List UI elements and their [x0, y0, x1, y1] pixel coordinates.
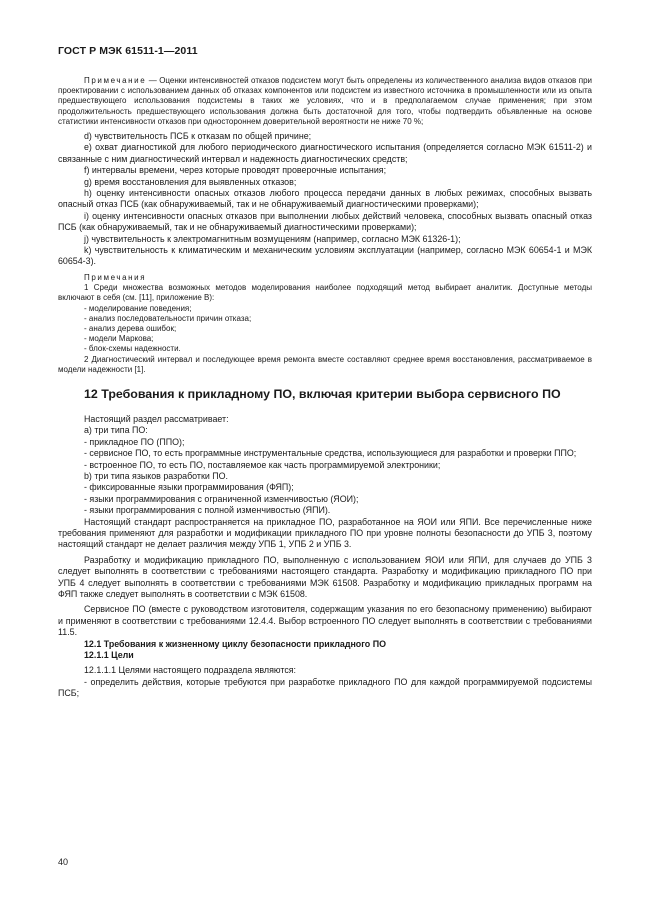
note-paragraph — [58, 76, 592, 127]
list-item-i: i) оценку интенсивности опасных отказов при выполнении любых действий человека, способных вызвать опасный отказ ПСБ (как обнаруживаемый, так и не обнаруживаемый диагностическими проверками); — [58, 210, 592, 233]
section-intro: Настоящий раздел рассматривает: — [84, 413, 229, 424]
scope-paragraph: Настоящий стандарт распространяется на прикладное ПО, разработанное на ЯОИ или ЯПИ. Все перечисленные ниже требования применяют для разработки и модификации прикладного ПО при уровне полноты безопасности до УПБ 3, поэтому настоящий стандарт не делает различия между УПБ 1, УПБ 2 и УПБ 3. — [58, 516, 592, 550]
document-header: ГОСТ Р МЭК 61511-1—2011 — [58, 45, 198, 57]
service-software-paragraph: Сервисное ПО (вместе с руководством изготовителя, содержащим указания по его безопасному применению) выбирают и применяют в соответствии с требованиями 12.4.4. Выбор встроенного ПО следует выполнять в соответствии с требованиями 11.5. — [58, 604, 592, 638]
software-type-3: - встроенное ПО, то есть ПО, поставляемое как часть программируемой электроники; — [84, 459, 441, 470]
section-12-title: 12 Требования к прикладному ПО, включая критерии выбора сервисного ПО — [84, 386, 561, 401]
list-item-a: а) три типа ПО: — [84, 425, 148, 436]
language-type-2: - языки программирования с ограниченной изменчивостью (ЯОИ); — [84, 493, 359, 504]
development-paragraph: Разработку и модификацию прикладного ПО, выполненную с использованием ЯОИ или ЯПИ, для случаев до УПБ 3 следует выполнять в соответствии с требованиями настоящего стандарта. Разработку и модификацию прикладного ПО при УПБ 4 следует выполнять в соответствии с требованиями МЭК 61508. Разработку и модификацию прикладных программ на ФЯП также следует выполнять в соответствии с МЭК 61508. — [58, 554, 592, 600]
objective-item: - определить действия, которые требуются при разработке прикладного ПО для каждой программируемой подсистемы ПСБ; — [58, 676, 592, 699]
list-item-f: f) интервалы времени, через которые проводят проверочные испытания; — [84, 165, 387, 176]
list-item-j: j) чувствительность к электромагнитным возмущениям (например, согласно МЭК 61326-1); — [84, 233, 461, 244]
note-label: Примечание — [84, 76, 147, 85]
page-number: 40 — [58, 857, 69, 867]
software-type-1: - прикладное ПО (ППО); — [84, 436, 185, 447]
note-dash-item: - анализ дерева ошибок; — [84, 323, 177, 333]
note-dash-item: - блок-схемы надежности. — [84, 344, 181, 354]
subsection-12-1-title: 12.1 Требования к жизненному циклу безопасности прикладного ПО — [84, 638, 386, 649]
note-1: 1 Среди множества возможных методов моделирования наиболее подходящий метод выбирает аналитик. Доступные методы включают в себя (см. [11], приложение В): — [58, 283, 592, 303]
objectives-paragraph: 12.1.1.1 Целями настоящего подраздела являются: — [84, 665, 297, 676]
subsection-12-1-1-title: 12.1.1 Цели — [84, 650, 134, 661]
software-type-2: - сервисное ПО, то есть программные инструментальные средства, использующиеся для разработки и проверки ППО; — [84, 448, 577, 459]
note-dash-item: - моделирование поведения; — [84, 303, 192, 313]
list-item-e: e) охват диагностикой для любого периодического диагностического испытания (определяется согласно МЭК 61511-2) и связанные с ним диагностический интервал и надежность диагностических средств; — [58, 142, 592, 164]
list-item-b: b) три типа языков разработки ПО. — [84, 470, 229, 481]
list-item-d: d) чувствительность ПСБ к отказам по общей причине; — [84, 131, 312, 142]
list-item-h: h) оценку интенсивности опасных отказов любого процесса передачи данных в любых режимах, способных вызвать опасный отказ ПСБ (как обнаруживаемый, так и не обнаруживаемый диагностическими проверками); — [58, 188, 592, 210]
language-type-3: - языки программирования с полной изменчивостью (ЯПИ). — [84, 505, 331, 516]
notes-heading: Примечания — [84, 272, 147, 282]
note-2: 2 Диагностический интервал и последующее время ремонта вместе составляют среднее время восстановления, рассматриваемое в модели надежности [1]. — [58, 354, 592, 374]
page-content — [58, 76, 592, 700]
note-dash-item: - анализ последовательности причин отказа; — [84, 313, 252, 323]
language-type-1: - фиксированные языки программирования (ФЯП); — [84, 482, 294, 493]
note-dash-item: - модели Маркова; — [84, 334, 154, 344]
list-item-g: g) время восстановления для выявленных отказов; — [84, 176, 297, 187]
list-item-k: k) чувствительность к климатическим и механическим условиям эксплуатации (например, согласно МЭК 60654-1 и МЭК 60654-3). — [58, 245, 592, 267]
note-text: — Оценки интенсивностей отказов подсистем могут быть определены из количественного анализа видов отказов при проектировании с использованием данных об отказах компонентов или подсистем из известного источника в промышленности или из опыта предшествующего использования подсистемы в таких же условиях, что и в предполагаемом случае применения; при этом продолжительность предшествующего использования должна быть достаточной для того, чтобы подтвердить объявленные на основе статистики интенсивности отказов при одностороннем доверительной вероятности не ниже 70 %; — [58, 76, 592, 126]
